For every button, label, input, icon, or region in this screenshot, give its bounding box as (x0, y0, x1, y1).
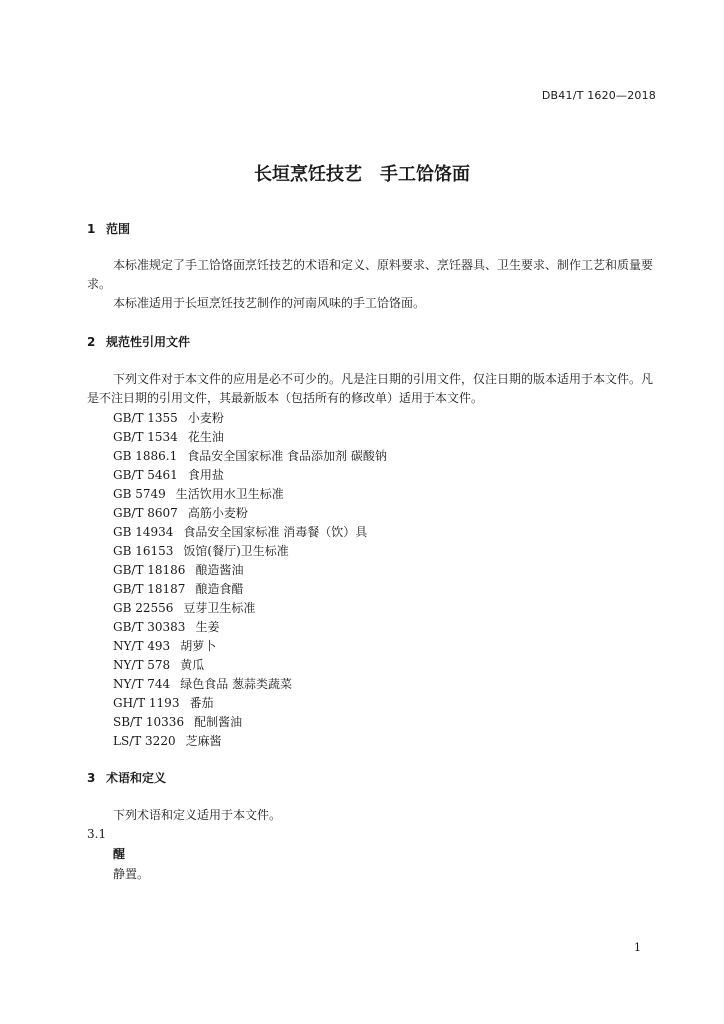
reference-code: GB/T 18186 (113, 563, 186, 577)
term-definition: 静置。 (113, 867, 150, 881)
section-1-heading (87, 220, 130, 237)
document-code: DB41/T 1620—2018 (541, 89, 656, 102)
reference-code: GB 5749 (113, 487, 166, 501)
section-number: 3 (87, 771, 96, 785)
list-item (113, 675, 387, 694)
reference-name: 生姜 (195, 620, 220, 634)
reference-code: GB 16153 (113, 544, 174, 558)
section-title: 术语和定义 (106, 771, 167, 785)
list-item (113, 542, 387, 561)
reference-code: SB/T 10336 (113, 715, 185, 729)
list-item (113, 599, 387, 618)
reference-code: NY/T 578 (113, 658, 171, 672)
list-item (113, 504, 387, 523)
reference-code: GH/T 1193 (113, 696, 180, 710)
list-item (113, 447, 387, 466)
term-number: 3.1 (87, 827, 107, 841)
list-item (113, 694, 387, 713)
reference-name: 饭馆(餐厅)卫生标准 (183, 544, 289, 558)
reference-code: GB/T 1534 (113, 430, 178, 444)
reference-name: 配制酱油 (194, 715, 243, 729)
reference-name: 黄瓜 (180, 658, 205, 672)
list-item (113, 523, 387, 542)
section-title: 规范性引用文件 (106, 335, 191, 349)
reference-name: 芝麻酱 (185, 734, 222, 748)
list-item (113, 713, 387, 732)
document-title: 长垣烹饪技艺 手工饸饹面 (254, 164, 470, 185)
terms-intro: 下列术语和定义适用于本文件。 (113, 808, 282, 822)
term-name: 醒 (113, 847, 126, 861)
reference-list (113, 409, 387, 751)
scope-paragraph-2: 本标准适用于长垣烹饪技艺制作的河南风味的手工饸饹面。 (113, 296, 426, 310)
reference-name: 生活饮用水卫生标准 (175, 487, 284, 501)
section-number: 1 (87, 222, 96, 236)
reference-name: 绿色食品 葱蒜类蔬菜 (180, 677, 293, 691)
reference-code: GB/T 1355 (113, 411, 178, 425)
reference-code: NY/T 744 (113, 677, 171, 691)
reference-name: 豆芽卫生标准 (183, 601, 256, 615)
list-item (113, 428, 387, 447)
scope-paragraph-1: 本标准规定了手工饸饹面烹饪技艺的术语和定义、原料要求、烹饪器具、卫生要求、制作工艺和质量要求。 (87, 258, 654, 291)
list-item (113, 618, 387, 637)
section-2-heading (87, 333, 190, 350)
reference-name: 食品安全国家标准 消毒餐（饮）具 (183, 525, 368, 539)
references-intro: 下列文件对于本文件的应用是必不可少的。凡是注日期的引用文件，仅注日期的版本适用于本文件。凡是不注日期的引用文件，其最新版本（包括所有的修改单）适用于本文件。 (87, 372, 654, 405)
section-3-heading (87, 769, 166, 786)
section-title: 范围 (106, 222, 131, 236)
reference-code: GB 22556 (113, 601, 174, 615)
reference-name: 胡萝卜 (180, 639, 217, 653)
list-item (113, 637, 387, 656)
list-item (113, 409, 387, 428)
reference-name: 高筋小麦粉 (187, 506, 248, 520)
list-item (113, 656, 387, 675)
reference-name: 食品安全国家标准 食品添加剂 碳酸钠 (187, 449, 387, 463)
list-item (113, 466, 387, 485)
reference-code: GB 1886.1 (113, 449, 178, 463)
reference-code: GB/T 30383 (113, 620, 186, 634)
reference-name: 食用盐 (187, 468, 224, 482)
reference-name: 小麦粉 (187, 411, 224, 425)
reference-code: GB 14934 (113, 525, 174, 539)
reference-code: LS/T 3220 (113, 734, 176, 748)
reference-code: NY/T 493 (113, 639, 171, 653)
reference-code: GB/T 18187 (113, 582, 186, 596)
page-number: 1 (634, 941, 641, 954)
reference-name: 酿造酱油 (195, 563, 244, 577)
reference-name: 花生油 (187, 430, 224, 444)
reference-code: GB/T 8607 (113, 506, 178, 520)
reference-name: 番茄 (189, 696, 214, 710)
section-number: 2 (87, 335, 96, 349)
list-item (113, 485, 387, 504)
reference-code: GB/T 5461 (113, 468, 178, 482)
list-item (113, 561, 387, 580)
list-item (113, 580, 387, 599)
reference-name: 酿造食醋 (195, 582, 244, 596)
list-item (113, 732, 387, 751)
